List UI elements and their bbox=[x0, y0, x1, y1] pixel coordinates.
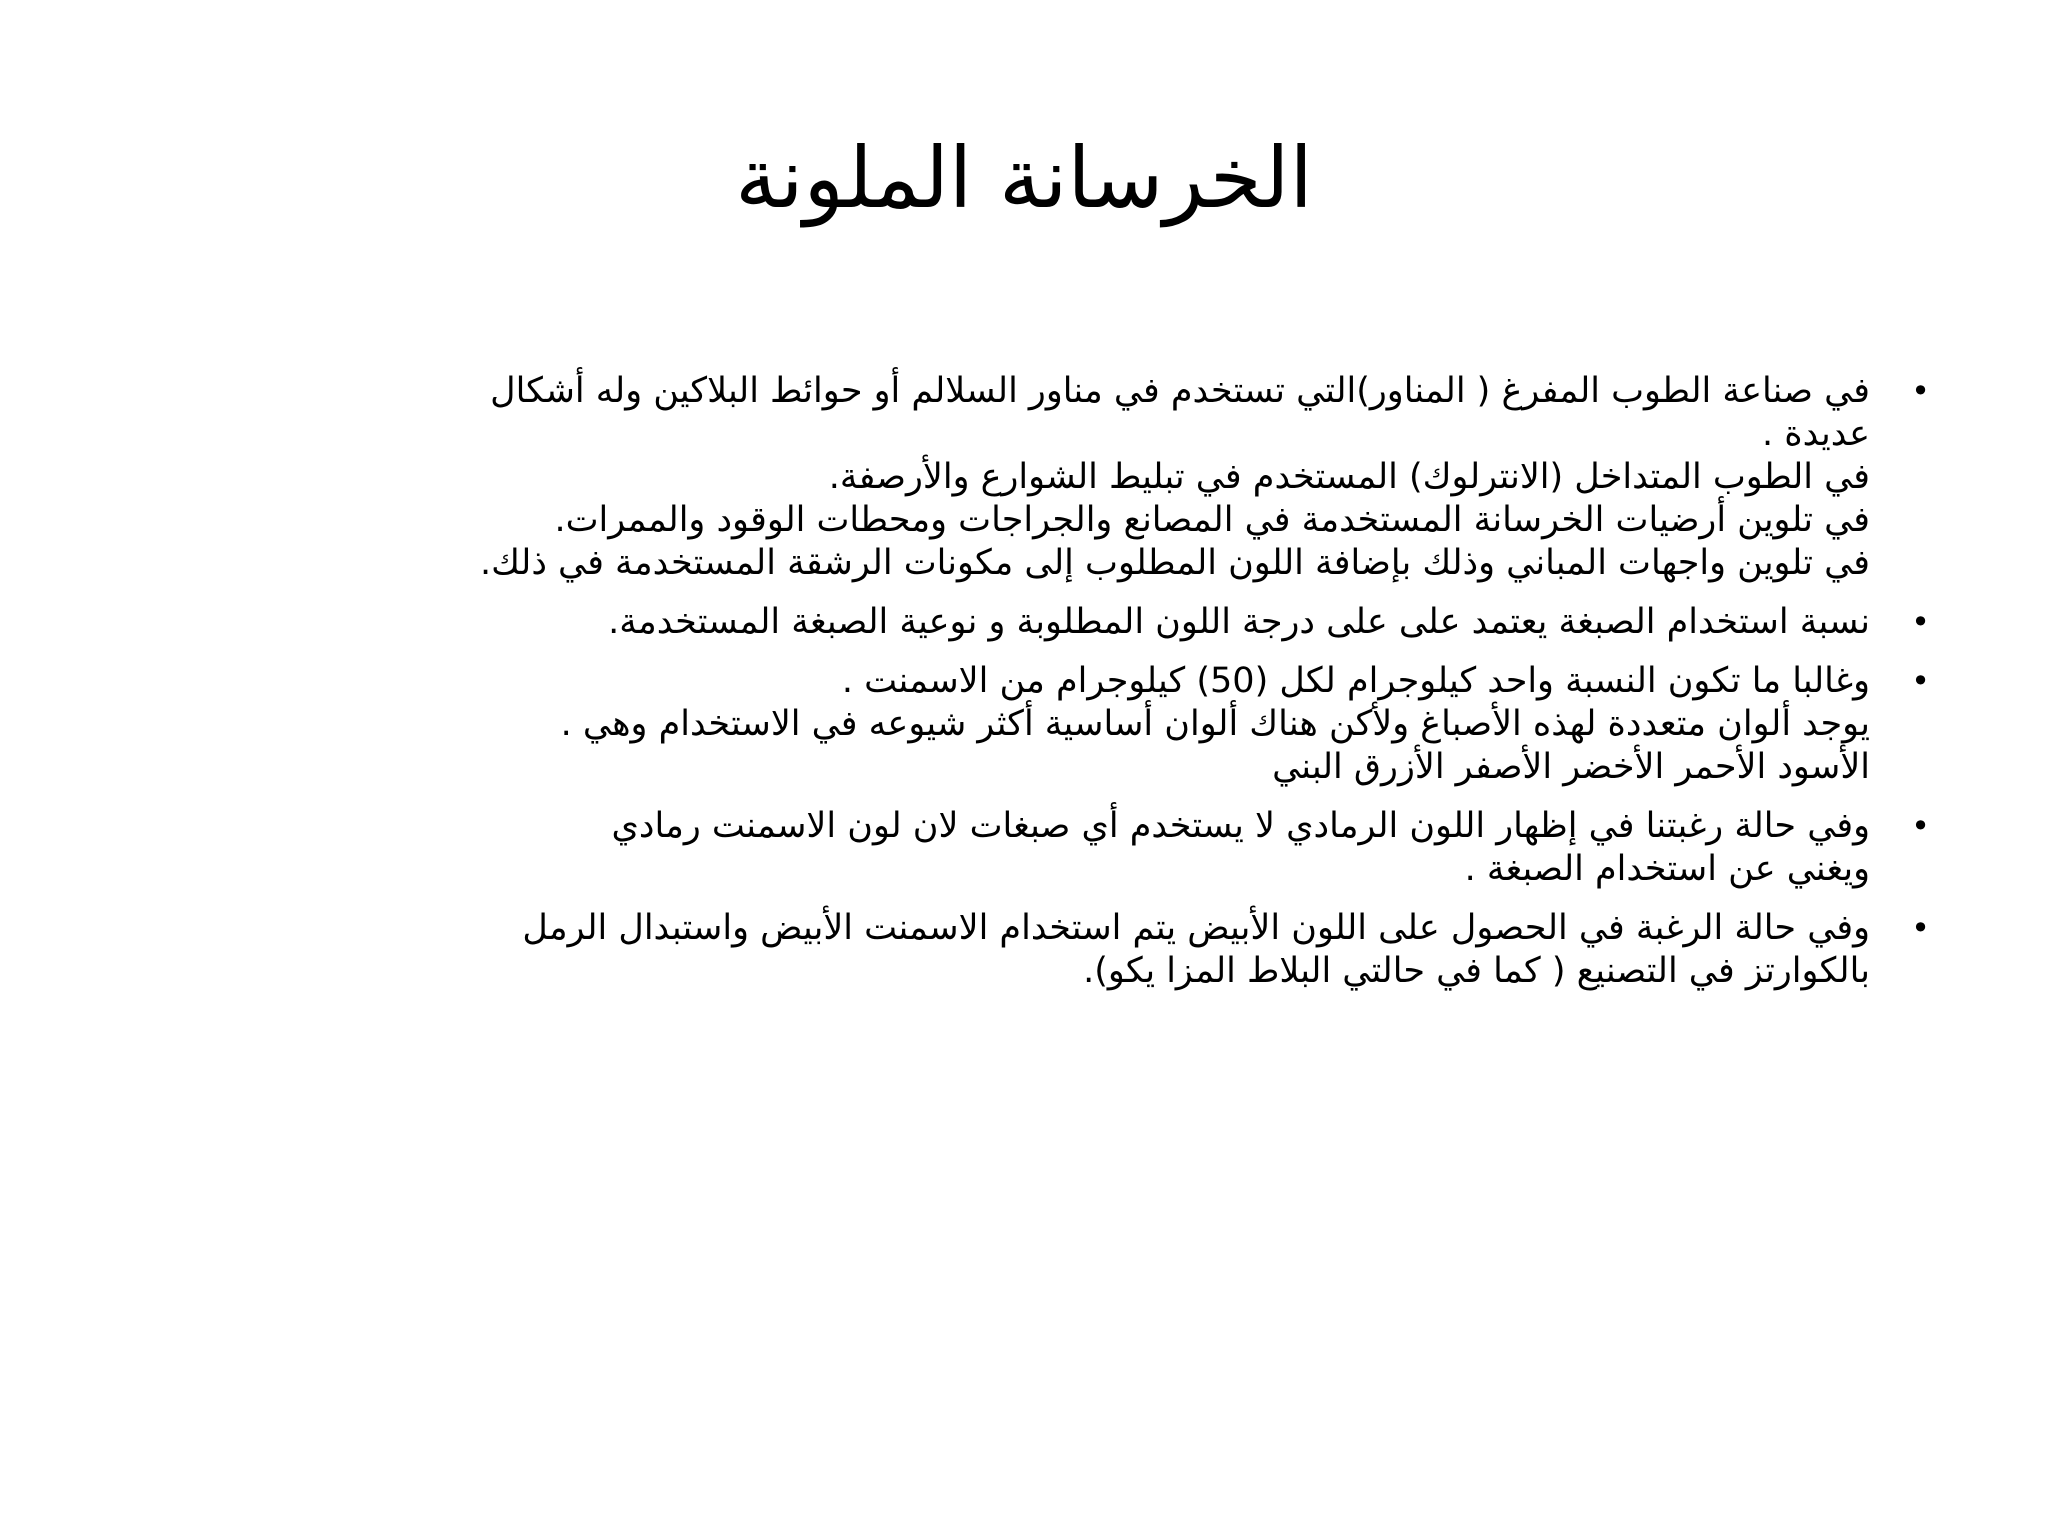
bullet-item bbox=[140, 370, 1930, 585]
bullet-line: وفي حالة الرغبة في الحصول على اللون الأبيض يتم استخدام الاسمنت الأبيض واستبدال الرمل bbox=[522, 908, 1870, 948]
bullet-line: في الطوب المتداخل (الانترلوك) المستخدم في تبليط الشوارع والأرصفة. bbox=[828, 457, 1870, 497]
bullet-list bbox=[140, 370, 1930, 993]
bullet-icon: • bbox=[1911, 909, 1930, 947]
bullet-line: في صناعة الطوب المفرغ ( المناور)التي تستخدم في مناور السلالم أو حوائط البلاكين وله أشكال bbox=[490, 371, 1870, 411]
bullet-icon: • bbox=[1911, 372, 1930, 410]
bullet-line: في تلوين أرضيات الخرسانة المستخدمة في المصانع والجراجات ومحطات الوقود والممرات. bbox=[554, 500, 1870, 540]
bullet-line: بالكوارتز في التصنيع ( كما في حالتي البلاط المزا يكو). bbox=[1083, 951, 1870, 991]
bullet-line: ويغني عن استخدام الصبغة . bbox=[1464, 849, 1870, 889]
bullet-line: وفي حالة رغبتنا في إظهار اللون الرمادي لا يستخدم أي صبغات لان لون الاسمنت رمادي bbox=[611, 806, 1870, 846]
bullet-icon: • bbox=[1911, 603, 1930, 641]
bullet-line: يوجد ألوان متعددة لهذه الأصباغ ولأكن هناك ألوان أساسية أكثر شيوعه في الاستخدام وهي . bbox=[560, 704, 1870, 744]
bullet-icon: • bbox=[1911, 662, 1930, 700]
bullet-line: الأسود الأحمر الأخضر الأصفر الأزرق البني bbox=[1272, 747, 1870, 787]
bullet-item bbox=[140, 805, 1930, 891]
bullet-icon: • bbox=[1911, 807, 1930, 845]
bullet-line: وغالبا ما تكون النسبة واحد كيلوجرام لكل (50) كيلوجرام من الاسمنت . bbox=[841, 661, 1870, 701]
bullet-line: في تلوين واجهات المباني وذلك بإضافة اللون المطلوب إلى مكونات الرشقة المستخدمة في ذلك. bbox=[480, 543, 1870, 583]
bullet-item bbox=[140, 907, 1930, 993]
bullet-item bbox=[140, 660, 1930, 789]
bullet-line: عديدة . bbox=[1762, 414, 1870, 454]
slide-content bbox=[140, 370, 1930, 1009]
slide-title: الخرسانة الملونة bbox=[735, 129, 1313, 227]
bullet-line: نسبة استخدام الصبغة يعتمد على على درجة اللون المطلوبة و نوعية الصبغة المستخدمة. bbox=[608, 602, 1870, 642]
bullet-item bbox=[140, 601, 1930, 644]
